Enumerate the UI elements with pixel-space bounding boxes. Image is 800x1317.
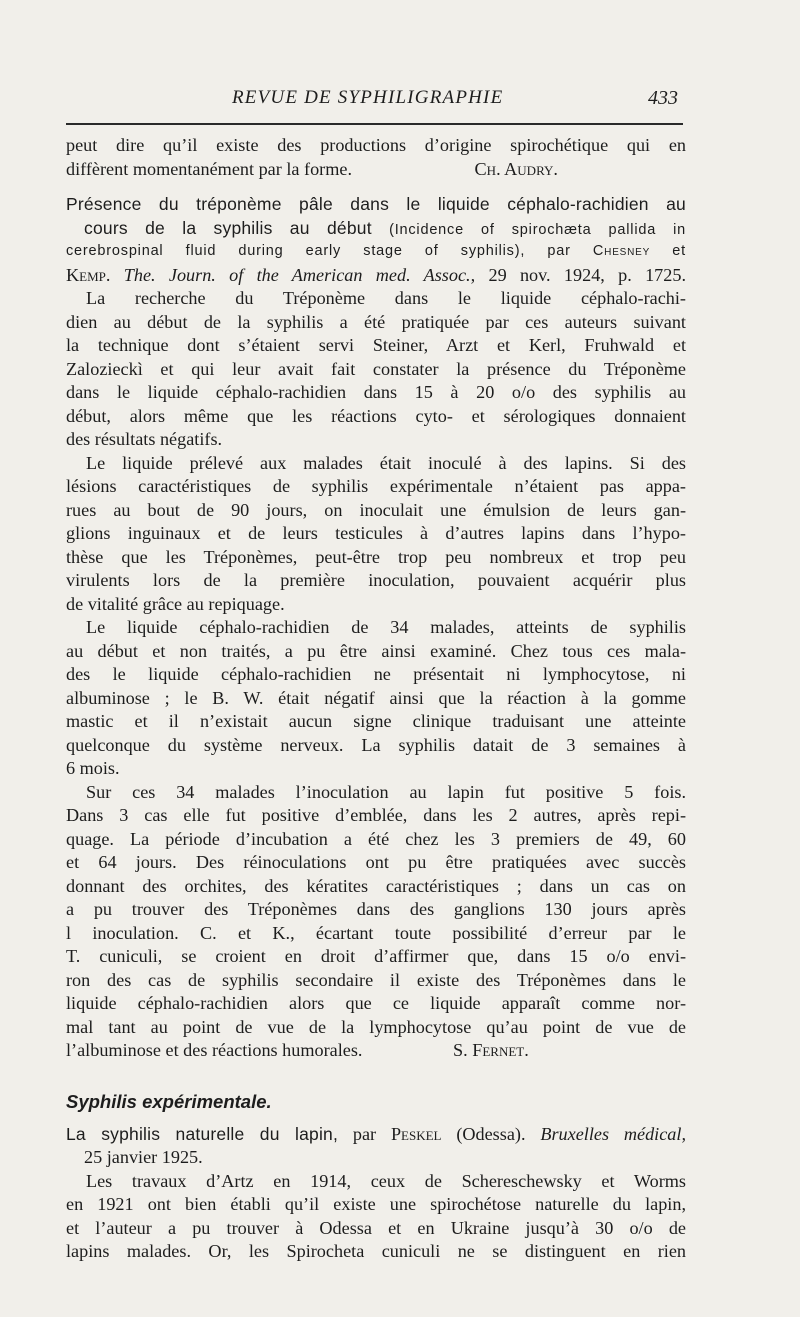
article3-title: La syphilis naturelle du lapin, <box>66 1123 339 1144</box>
paragraph-line: Zalozieckì et qui leur avait fait constater la présence du Tréponème <box>66 358 686 379</box>
article2-subtitle-text: cerebrospinal fluid during early stage of syphilis), par <box>66 243 571 259</box>
paragraph-line: virulents lors de la première inoculation, pouvaient acquérir plus <box>66 570 686 590</box>
article2-subtitle: (Incidence of spirochæta pallida in <box>389 221 687 238</box>
paragraph-line: Dans 3 cas elle fut positive d’emblée, dans les 2 autres, après repi- <box>66 805 686 825</box>
paragraph-line: thèse que les Tréponèmes, peut-être trop peu nombreux et trop peu <box>66 546 686 567</box>
article3-line: Les travaux d’Artz en 1914, ceux de Schereschewsky et Worms <box>86 1170 686 1191</box>
article2-author2: Kemp. <box>66 264 111 285</box>
article3-line: et l’auteur a pu trouver à Odessa et en Ukraine jusqu’à 30 o/o de <box>66 1217 686 1238</box>
article2-date: 29 nov. 1924, p. 1725. <box>488 264 687 285</box>
paragraph-line-last <box>66 1039 686 1063</box>
paragraph-line: au début et non traités, a pu être ainsi examiné. Chez tous ces mala- <box>66 640 686 661</box>
running-title: REVUE DE SYPHILIGRAPHIE <box>232 87 504 108</box>
article3-place: (Odessa). <box>456 1123 526 1144</box>
paragraph-line: Le liquide prélevé aux malades était inoculé à des lapins. Si des <box>86 452 686 473</box>
article1-line: peut dire qu’il existe des productions d’origine spirochétique qui en <box>66 135 686 155</box>
article2-citation-line <box>66 264 686 288</box>
paragraph-line: des résultats négatifs. <box>66 429 223 449</box>
paragraph-line: des le liquide céphalo-rachidien ne présentait ni lymphocytose, ni <box>66 664 686 684</box>
paragraph-line: 6 mois. <box>66 758 120 778</box>
section-heading: Syphilis expérimentale. <box>66 1090 272 1112</box>
paragraph-line: début, alors même que les réactions cyto- et sérologiques donnaient <box>66 405 686 426</box>
paragraph-line: rues au bout de 90 jours, on inoculait une émulsion de leurs gan- <box>66 499 686 520</box>
article2-author1: Chesney <box>592 243 651 259</box>
paragraph-line: Sur ces 34 malades l’inoculation au lapin fut positive 5 fois. <box>86 781 686 802</box>
article3-title-line <box>66 1123 686 1147</box>
paragraph-line: et 64 jours. Des réinoculations ont pu être pratiquées avec succès <box>66 852 686 872</box>
paragraph-line: mastic et il n’existait aucun signe clinique traduisant une atteinte <box>66 711 686 731</box>
article1-text: diffèrent momentanément par la forme. <box>66 158 352 179</box>
paragraph-line: dans le liquide céphalo-rachidien dans 15 à 20 o/o des syphilis au <box>66 382 686 402</box>
paragraph-line: lésions caractéristiques de syphilis expérimentale n’étaient pas appa- <box>66 476 686 496</box>
article2-journal: The. Journ. of the American med. Assoc., <box>123 264 476 285</box>
running-head <box>0 87 800 113</box>
article2-subtitle-line <box>66 240 686 264</box>
article1-line-last <box>66 158 686 182</box>
paragraph-line: ron des cas de syphilis secondaire il existe des Tréponèmes dans le <box>66 969 686 990</box>
paragraph-line: albuminose ; le B. W. était négatif ainsi que la réaction à la gomme <box>66 687 686 708</box>
paragraph-text: l’albuminose et des réactions humorales. <box>66 1040 363 1060</box>
spacer <box>66 1115 686 1123</box>
paragraph-line: la technique dont s’étaient servi Steiner, Arzt et Kerl, Fruhwald et <box>66 335 686 355</box>
article2-title-part: cours de la syphilis au début <box>84 217 372 238</box>
article3-journal: Bruxelles médical, <box>540 1123 686 1144</box>
article2-title-line <box>66 217 686 241</box>
header-rule <box>66 123 683 125</box>
paragraph-line: de vitalité grâce au repiquage. <box>66 593 285 614</box>
article3-line: lapins malades. Or, les Spirocheta cuniculi ne se distinguent en rien <box>66 1241 686 1261</box>
article1-signature: Ch. Audry. <box>474 158 558 179</box>
paragraph-line: La recherche du Tréponème dans le liquide céphalo-rachi- <box>86 288 686 308</box>
paragraph-line: donnant des orchites, des kératites caractéristiques ; dans un cas on <box>66 875 686 896</box>
paragraph-line: T. cuniculi, se croient en droit d’affirmer que, dans 15 o/o envi- <box>66 946 686 966</box>
paragraph-line: quelconque du système nerveux. La syphilis datait de 3 semaines à <box>66 734 686 755</box>
page-body <box>66 134 686 1264</box>
article3-date: 25 janvier 1925. <box>84 1147 203 1167</box>
article2-title-line: Présence du tréponème pâle dans le liquide céphalo-rachidien au <box>66 194 686 214</box>
spacer <box>66 181 686 193</box>
paragraph-line: mal tant au point de vue de la lymphocytose qu’au point de vue de <box>66 1016 686 1037</box>
paragraph-line: dien au début de la syphilis a été pratiquée par ces auteurs suivant <box>66 311 686 332</box>
paragraph-line: a pu trouver des Tréponèmes dans des ganglions 130 jours après <box>66 899 686 919</box>
paragraph-line: l inoculation. C. et K., écartant toute possibilité d’erreur par le <box>66 922 686 943</box>
article2-signature: S. Fernet. <box>453 1040 529 1060</box>
paragraph-line: glions inguinaux et de leurs testicules à d’autres lapins dans l’hypo- <box>66 523 686 543</box>
article3-by: par <box>352 1123 377 1144</box>
page-number: 433 <box>648 87 678 109</box>
article3-line: en 1921 ont bien établi qu’il existe une spirochétose naturelle du lapin, <box>66 1194 686 1214</box>
article3-author: Peskel <box>390 1123 442 1144</box>
paragraph-line: liquide céphalo-rachidien alors que ce liquide apparaît comme nor- <box>66 993 686 1013</box>
paragraph-line: quage. La période d’incubation a été chez les 3 premiers de 49, 60 <box>66 828 686 849</box>
paragraph-line: Le liquide céphalo-rachidien de 34 malades, atteints de syphilis <box>86 617 686 637</box>
article2-author-join: et <box>672 243 686 259</box>
spacer <box>66 1063 686 1089</box>
